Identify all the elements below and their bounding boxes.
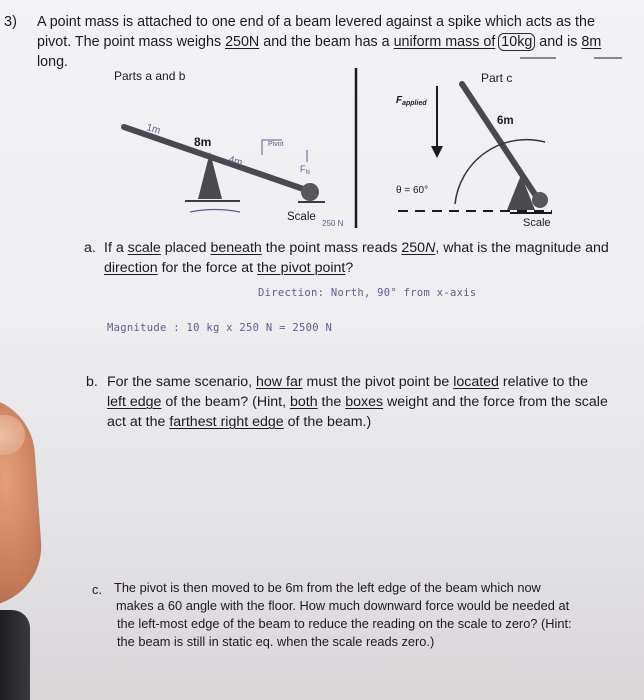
part-c-line-2: makes a 60 angle with the floor. How much downward force would be needed at	[116, 598, 570, 613]
beam-c	[462, 84, 540, 202]
hand-fn: $F_N$	[300, 164, 310, 176]
point-mass-ab	[301, 183, 319, 201]
beam-ab	[124, 127, 312, 192]
part-a-letter: a.	[84, 240, 96, 256]
diagram-c-title: Part c	[481, 71, 513, 85]
scale-label-c: Scale	[523, 217, 551, 229]
part-a-line-1: If a scale placed beneath the point mass reads 250N, what is the magnitude and	[104, 240, 609, 256]
part-c-letter: c.	[92, 582, 102, 597]
part-c-line-3: the left-most edge of the beam to reduce the reading on the scale to zero? (Hint:	[117, 616, 572, 631]
point-mass-c	[532, 192, 548, 208]
hand-4m: 4m	[227, 154, 244, 169]
problem-line-2: pivot. The point mass weighs 250N and the beam has a uniform mass of 10kg and is 8m	[37, 34, 602, 50]
problem-number: 3)	[4, 14, 17, 30]
hand-scale-reading: 250 N	[322, 219, 344, 228]
part-c-line-1: The pivot is then moved to be 6m from the left edge of the beam which now	[114, 580, 541, 595]
diagram-area	[0, 0, 644, 240]
label-6m-c: 6m	[497, 115, 514, 127]
part-c-line-4: the beam is still in static eq. when the scale reads zero.)	[117, 634, 435, 649]
label-8m-ab: 8m	[194, 135, 212, 149]
hand-answer-direction: Direction: North, 90° from x-axis	[258, 287, 477, 299]
part-b-line-3: act at the farthest right edge of the beam.)	[107, 414, 372, 430]
hand-1m: 1m	[145, 122, 162, 137]
part-a-line-2: direction for the force at the pivot point?	[104, 260, 354, 276]
hand-pivot: Pivot	[268, 141, 284, 148]
part-b-line-2: left edge of the beam? (Hint, both the boxes weight and the force from the scale	[107, 394, 608, 410]
problem-line-3: long.	[37, 54, 69, 70]
problem-line-1: A point mass is attached to one end of a beam levered against a spike which acts as the	[37, 14, 595, 30]
scale-label-ab: Scale	[287, 211, 316, 223]
diagram-ab-title: Parts a and b	[114, 69, 186, 83]
part-b-letter: b.	[86, 374, 98, 390]
hand-answer-magnitude: Magnitude : 10 kg x 250 N = 2500 N	[107, 322, 333, 334]
dark-corner-overlay	[0, 610, 30, 700]
angle-label: θ = 60°	[396, 185, 429, 196]
f-applied-label: $F_{applied}$	[396, 95, 427, 107]
part-b-line-1: For the same scenario, how far must the pivot point be located relative to the	[107, 374, 589, 390]
